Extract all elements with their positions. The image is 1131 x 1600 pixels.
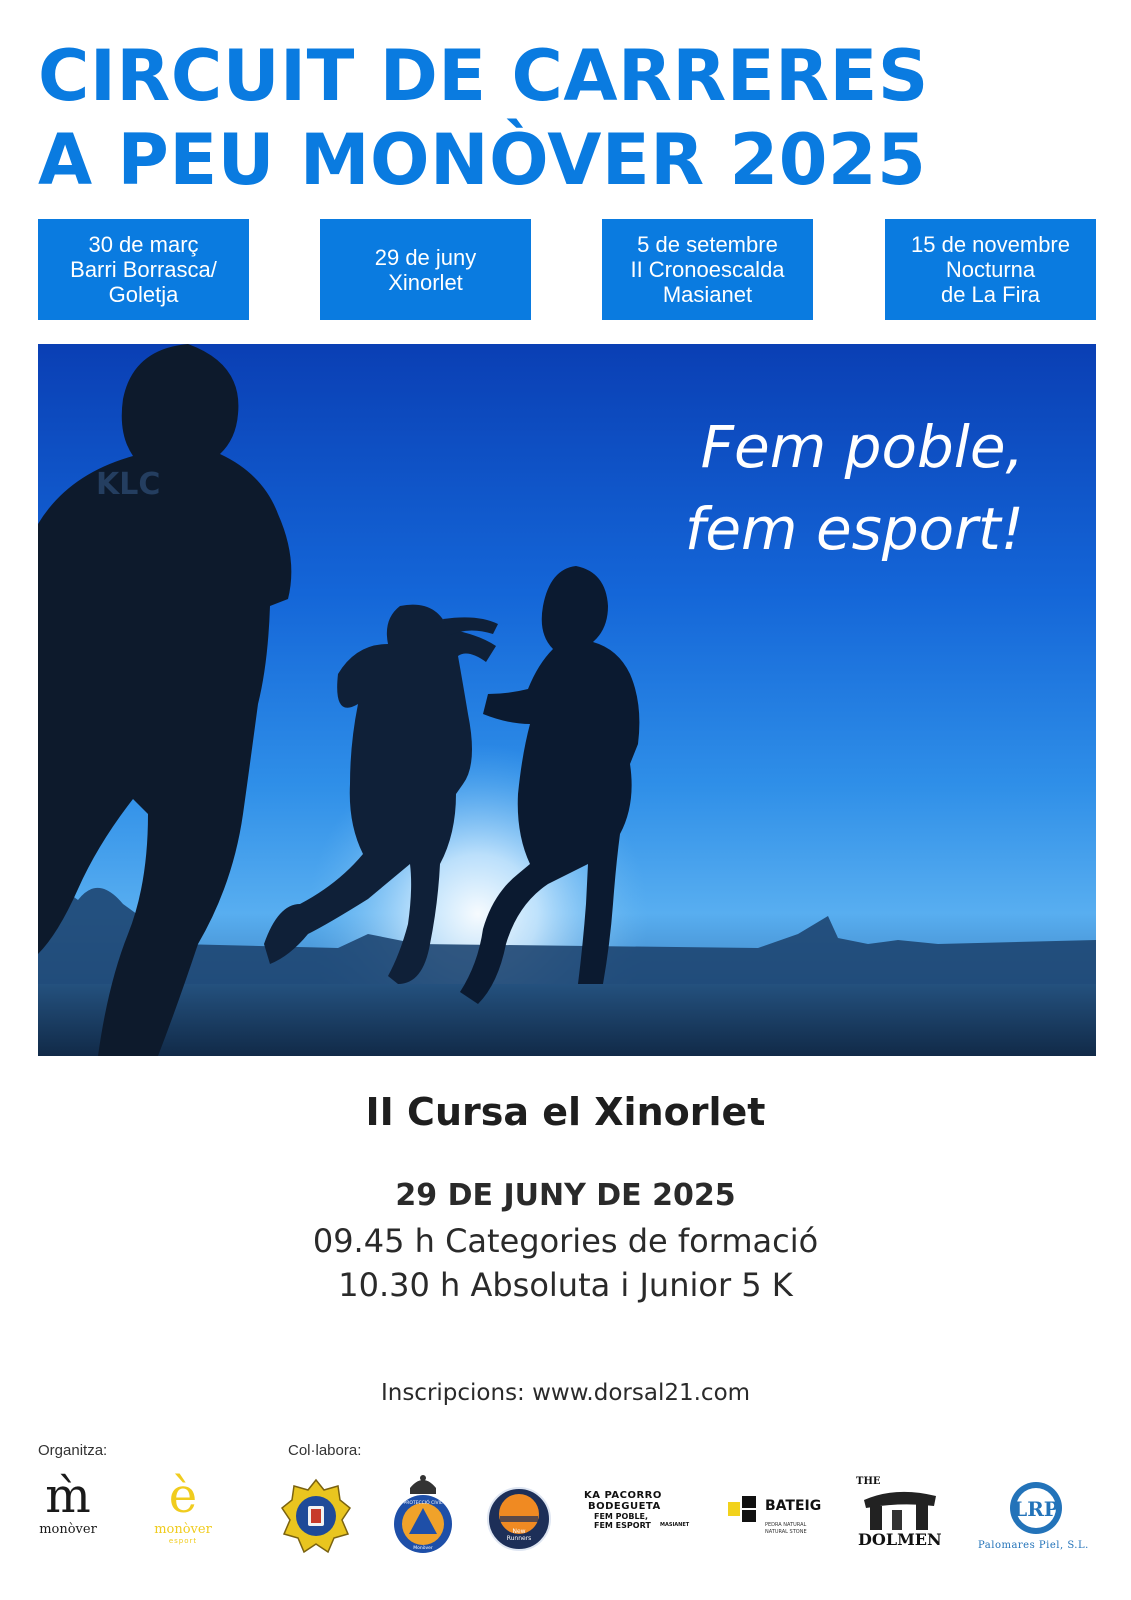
- bateig-sub-1: PEDRA NATURAL: [765, 1522, 807, 1528]
- date-box-4: [885, 219, 1096, 320]
- palomares-logo-icon: [1008, 1480, 1064, 1536]
- date-box-text: Goletja: [108, 282, 179, 307]
- title-line-2: A PEU MONÒVER 2025: [38, 119, 927, 201]
- e-logo: [148, 1470, 218, 1545]
- ka-pacorro-tag: MASIANET: [660, 1522, 690, 1528]
- ka-pacorro-line-4: FEM ESPORT: [594, 1521, 651, 1530]
- civil-protection-icon: [392, 1470, 454, 1556]
- schedule-line-2: 10.30 h Absoluta i Junior 5 K: [338, 1266, 793, 1304]
- date-box-text: Xinorlet: [388, 269, 463, 295]
- police-badge-icon: [280, 1478, 352, 1556]
- registration-info: Inscripcions: www.dorsal21.com: [380, 1380, 751, 1406]
- e-logo-name: monòver: [154, 1522, 212, 1537]
- e-logo-sub: esport: [168, 1537, 198, 1545]
- ka-pacorro-logo: [584, 1490, 702, 1530]
- civil-protection-text-top: PROTECCIÓ CIVIL: [403, 1501, 443, 1506]
- new-runners-text-bottom: Runners: [506, 1535, 532, 1542]
- hero-slogan: [685, 406, 1024, 570]
- organizer-label: Organitza:: [38, 1442, 108, 1459]
- palomares-monogram: LRP: [1013, 1497, 1059, 1521]
- date-box-text: de La Fira: [940, 282, 1041, 307]
- palomares-name: Palomares Piel, S.L.: [978, 1540, 1089, 1551]
- date-box-text: Masianet: [662, 282, 753, 307]
- poster-title: [38, 34, 1098, 202]
- ka-pacorro-line-2: BODEGUETA: [588, 1501, 661, 1512]
- event-date: 29 DE JUNY DE 2025: [395, 1178, 736, 1213]
- collaborator-label: Col·labora:: [288, 1442, 362, 1459]
- shirt-print-text: KLC: [96, 467, 161, 502]
- date-box-2: [320, 219, 531, 320]
- date-box-text: II Cronoescalda: [630, 257, 785, 282]
- bateig-sub-2: NATURAL STONE: [765, 1529, 807, 1535]
- title-line-1: CIRCUIT DE CARRERES: [38, 35, 929, 117]
- dolmen-top: THE: [856, 1476, 881, 1487]
- event-name: II Cursa el Xinorlet: [365, 1090, 766, 1134]
- m-logo-name: monòver: [39, 1522, 97, 1537]
- dolmen-stones-icon: [856, 1484, 942, 1534]
- date-box-1: [38, 219, 249, 320]
- civil-protection-text-bottom: Monòver: [413, 1546, 433, 1551]
- new-runners-icon: [486, 1486, 552, 1552]
- bateig-name: BATEIG: [765, 1498, 822, 1514]
- e-logo-mark: è: [168, 1468, 198, 1524]
- schedule-line-1: 09.45 h Categories de formació: [312, 1222, 819, 1260]
- date-box-text: 29 de juny: [374, 244, 477, 270]
- dolmen-name: DOLMEN: [858, 1530, 942, 1549]
- hero-photo: [38, 344, 1096, 1056]
- ka-pacorro-line-3: FEM POBLE,: [594, 1512, 649, 1521]
- dolmen-logo: [856, 1476, 942, 1556]
- bateig-mark-icon: [728, 1496, 758, 1522]
- date-box-text: Barri Borrasca/: [70, 257, 217, 282]
- date-box-3: [602, 219, 813, 320]
- slogan-line-2: fem esport!: [684, 495, 1024, 563]
- new-runners-text-top: New: [512, 1528, 526, 1535]
- date-box-text: 30 de març: [88, 232, 199, 257]
- m-logo-mark: m̀: [45, 1468, 91, 1524]
- date-box-text: 15 de novembre: [911, 232, 1070, 257]
- ka-pacorro-line-1: KA PACORRO: [584, 1490, 662, 1501]
- slogan-line-1: Fem poble,: [700, 413, 1024, 481]
- date-box-text: Nocturna: [945, 257, 1036, 282]
- m-logo: [38, 1470, 98, 1537]
- date-box-text: 5 de setembre: [637, 232, 778, 257]
